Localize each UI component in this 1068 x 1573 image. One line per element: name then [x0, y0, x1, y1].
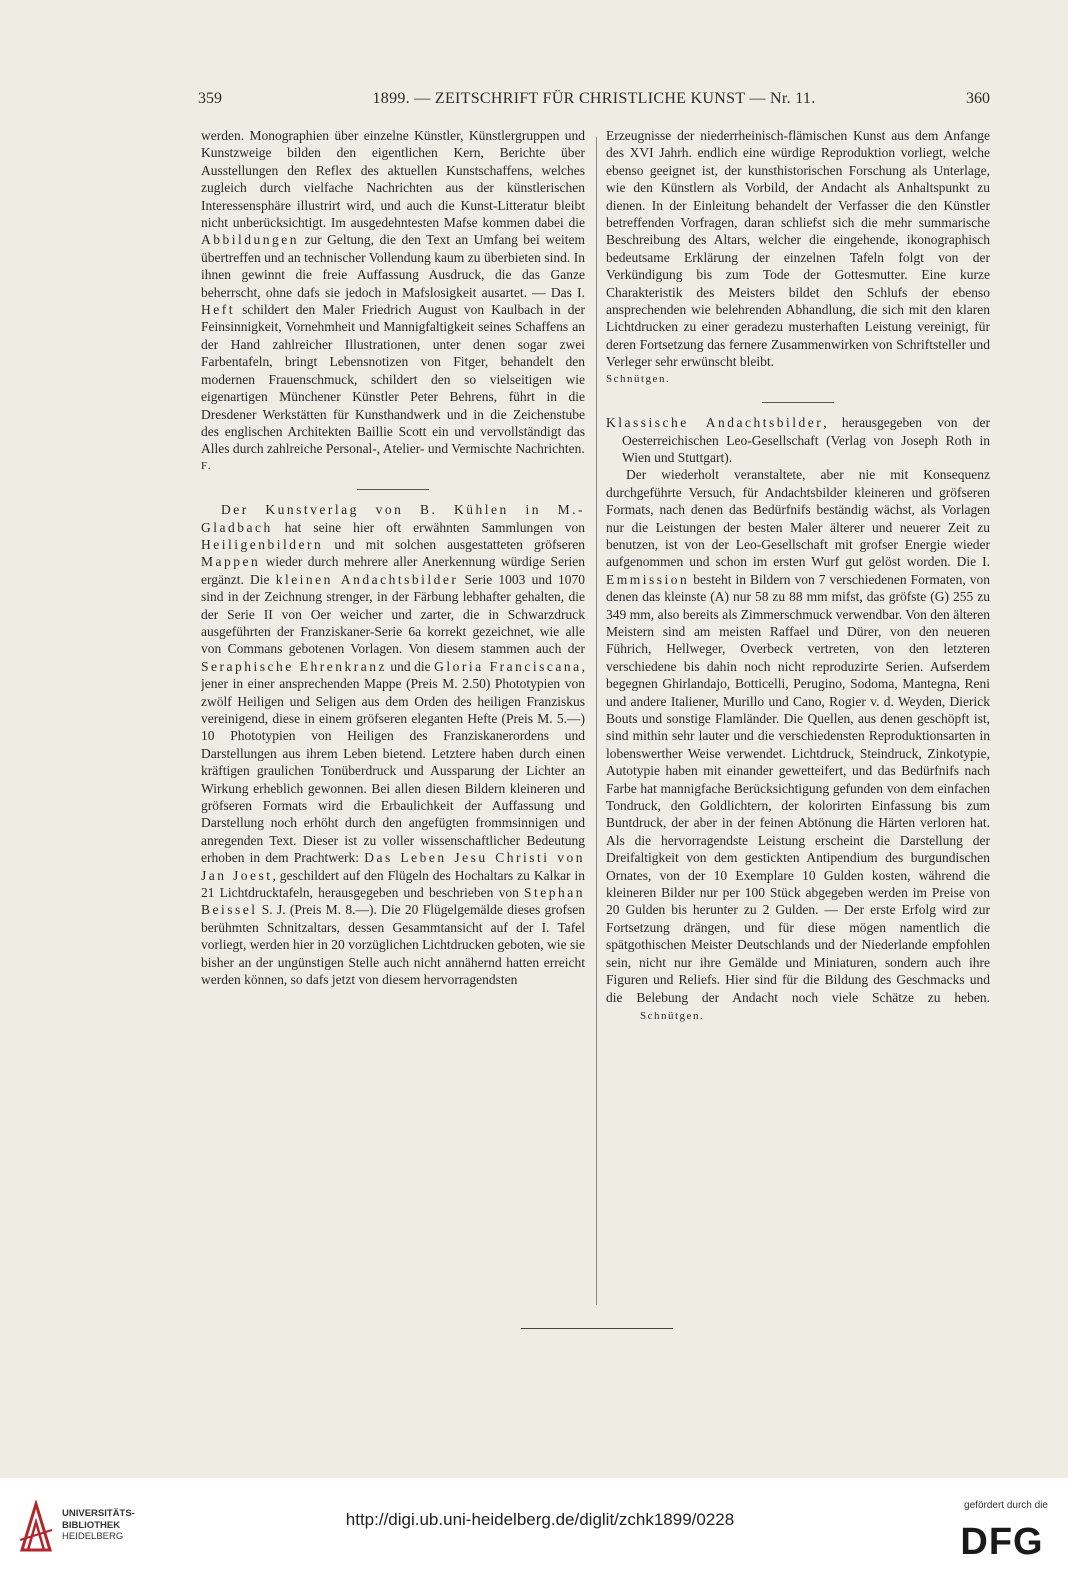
library-name: UNIVERSITÄTS- BIBLIOTHEK HEIDELBERG [62, 1508, 135, 1542]
end-rule [521, 1328, 673, 1329]
spaced-word: Das Leben Jesu Christi von Jan Joest [201, 850, 585, 883]
permalink-url[interactable]: http://digi.ub.uni-heidelberg.de/diglit/zchk1899/0228 [345, 1510, 735, 1529]
signature-schnuetgen-1: Schnütgen. [606, 372, 671, 385]
right-column [606, 127, 990, 1317]
running-title: 1899. — ZEITSCHRIFT FÜR CHRISTLICHE KUNST — Nr. 11. [372, 90, 816, 107]
spaced-word: Emmission [606, 571, 690, 587]
section-separator [762, 402, 834, 403]
running-header [198, 90, 990, 110]
digitization-footer [0, 1478, 1068, 1573]
page-number-right: 360 [966, 90, 990, 107]
review-title: Klassische Andachtsbilder, herausgegeben von der Oesterreichischen Leo-Gesellschaft (Verlag von Joseph Roth in Wien und Stuttgart). [606, 415, 990, 465]
spaced-word: Heiligenbildern [201, 536, 324, 552]
funded-by-label: gefördert durch die [964, 1500, 1048, 1511]
review-paragraph-1: werden. Monographien über einzelne Künstler, Künstlergruppen und Kunstzweige bilden den eigentlichen Kern, Berichte über Ausstellungen den Reflex des aktuellen Kunstschaffens, welches zugleich durch vielfache Nachrichten aus der künstlerischen Interessensphäre illustrirt wird, und auch die Kunst-Litteratur bleibt nicht unberücksichtigt. Im ausgedehntesten Mafse kommen dabei die Abbildungen zur Geltung, die den Text an Umfang bei weitem übertreffen und an technischer Vollendung kaum zu überbieten sind. In ihnen gewinnt die freie Auffassung Ausdruck, die das Ganze beherrscht, ohne dafs sie jedoch in Mafslosigkeit ausartet. — Das I. Heft schildert den Maler Friedrich August von Kaulbach in der Feinsinnigkeit, Vornehmheit und Mannigfaltigkeit seines Schaffens an der Hand zahlreicher Illustrationen, unter denen sogar zwei Farbentafeln, bringt Lebensnotizen von Fitger, behandelt den modernen Frauenschmuck, schildert den so vielseitigen wie eigenartigen Münchener Künstler Peter Behrens, führt in die Dresdener Werkstätten für Kunsthandwerk und in die Zeichenstube des englischen Architekten Baillie Scott ein und vervollständigt das Alles durch zahlreiche Personal-, Atelier- und Vermischte Nachrichten. [201, 128, 585, 457]
column-rule [596, 137, 597, 1305]
spaced-word: Gloria Franciscana [434, 658, 582, 674]
spaced-word: Stephan Beissel [201, 885, 585, 918]
left-column [201, 127, 585, 1317]
spaced-word: Seraphische Ehrenkranz [201, 658, 387, 674]
review-paragraph-3: Erzeugnisse der niederrheinisch-flämischen Kunst aus dem Anfange des XVI Jahrh. endlich eine würdige Reproduktion vorliegt, welche ebenso geeignet ist, der kunsthistorischen Forschung als Unterlage, wie den Künstlern als Vorbild, der Andacht als Anhaltspunkt zu dienen. In der Einleitung behandelt der Verfasser die den Künstler betreffenden Vorfragen, daran schliefst sich die mehr summarische Beschreibung des Altars, welcher die eingehende, ikonographisch bedeutsame Erklärung der einzelnen Tafeln folgt von der Verkündigung bis zum Tode der Gottesmutter. Eine kurze Charakteristik des Meisters bildet den Schlufs der ebenso ansprechenden wie belehrenden Abhandlung, die sich mit den klaren Lichtdrucken zu einer geradezu musterhaften Leistung vereinigt, für deren Fortsetzung das fernere Zusammenwirken von Schriftsteller und Verleger sehr erwünscht bleibt. [606, 128, 990, 370]
spaced-word: Klassische Andachtsbilder [606, 415, 824, 431]
section-separator [357, 489, 429, 490]
review-paragraph-2: Der Kunstverlag von B. Kühlen in M.-Gladbach hat seine hier oft erwähnten Sammlungen von Heiligenbildern und mit solchen ausgestatteten gröfseren Mappen wieder durch mehrere aller Anerkennung würdige Serien ergänzt. Die kleinen Andachtsbilder Serie 1003 und 1070 sind in der Zeichnung strenger, in der Färbung lebhafter gehalten, die der Serie II von Oer weicher und zarter, die in Schwarzdruck ausgeführten der Franziskaner-Serie 6a korrekt gezeichnet, wie alle von Commans gebotenen Vorlagen. Von diesem stammen auch der Seraphische Ehrenkranz und die Gloria Franciscana, jener in einer ansprechenden Mappe (Preis M. 2.50) Phototypien von zwölf Heiligen und Seligen aus dem Orden des heiligen Franziskus vereinigend, diese in einem gröfseren eleganten Hefte (Preis M. 5.—) 10 Phototypien von Heiligen des Franziskanerordens und Darstellungen aus ihrem Leben bietend. Letztere haben durch einen kräftigen graulichen Tonüberdruck und Aussparung der Lichter an Wirkung erheblich gewonnen. Bei allen diesen Bildern kleineren und gröfseren Formats wird die Erbaulichkeit der Auffassung und Darstellung noch erhöht durch den angefügten frommsinnigen und anregenden Text. Dieser ist zu voller wissenschaftlicher Bedeutung erhoben in dem Prachtwerk: Das Leben Jesu Christi von Jan Joest, geschildert auf den Flügeln des Hochaltars zu Kalkar in 21 Lichtdrucktafeln, herausgegeben und beschrieben von Stephan Beissel S. J. (Preis M. 8.—). Die 20 Flügelgemälde dieses grofsen berühmten Schnitzaltars, dessen Gesammtansicht auf der I. Tafel vorliegt, werden hier in 20 vorzüglichen Lichtdrucken geboten, wie sie bisher an der ungünstigen Stelle auch nicht annähernd hatten erreicht werden können, so dafs jetzt von diesem hervorragendsten [201, 502, 585, 988]
spaced-word: kleinen Andachtsbilder [275, 571, 459, 587]
page-number-left: 359 [198, 90, 222, 107]
university-library-logo [18, 1500, 54, 1554]
spaced-word: Der Kunstverlag von B. Kühlen in M.-Gladbach [201, 502, 585, 535]
spaced-word: Abbildungen [201, 232, 299, 248]
review-paragraph-4: Der wiederholt veranstaltete, aber nie mit Konsequenz durchgeführte Versuch, für Andachtsbilder kleineren und gröfseren Formats, nach denen das Bedürfnifs beständig wächst, als Vorlagen nur die Leistungen der besten Maler älterer und neuerer Zeit zu benutzen, ist von der Leo-Gesellschaft mit grofser Energie wieder aufgenommen und schon im ersten Wurf gut gelöst worden. Die I. Emmission besteht in Bildern von 7 verschiedenen Formaten, von denen das kleinste (A) nur 58 zu 88 mm mifst, das gröfste (G) 255 zu 349 mm, also bereits als Zimmerschmuck verwendbar. Von den älteren Meistern sind am meisten Raffael und Dürer, von den neueren Führich, Hellweger, Overbeck vertreten, von den letzteren verschiedene bis dahin noch nicht reproduzirte Serien. Aufserdem begegnen Ghirlandajo, Botticelli, Perugino, Sodoma, Mantegna, Reni und andere Italiener, Murillo und Cano, Rogier v. d. Weyden, Dierick Bouts und sonstige Flamländer. Die Quellen, aus denen geschöpft ist, sind mithin sehr lauter und die verschiedensten Reproduktionsarten in lobenswerther Weise verwendet. Lichtdruck, Steindruck, Zinkotypie, Autotypie haben mit einander gewetteifert, und das Bedürfnifs nach Farbe hat mannigfache Berücksichtigung gefunden von dem einfachen Tondruck, den Goldlichtern, der kolorirten Einfassung bis zum Buntdruck, der aber in der feinen Abtönung die Härten verloren hat. Als die hervorragendste Leistung erscheint die Darstellung der Dreifaltigkeit von dem gestickten Antipendium des burgundischen Ornates, von der 10 Exemplare 10 Gulden kosten, während die kleineren Bilder nur per 100 Stück abgegeben werden im Preise von 20 Gulden bis herunter zu 2 Gulden. — Der erste Erfolg wird zur Fortsetzung drängen, und für diese mögen namentlich die spätgothischen Meister Deutschlands und der Niederlande empfohlen sein, nicht nur ihre Gemälde und Miniaturen, sondern auch ihre Figuren und Reliefs. Hier sind für die Bildung des Geschmacks und die Belebung der Andacht noch viele Schätze zu heben.Schnütgen. [606, 466, 990, 1025]
spaced-word: Heft [201, 302, 235, 318]
signature-f: F. [201, 459, 212, 472]
dfg-logo [952, 1522, 1052, 1558]
spaced-word: Mappen [201, 554, 261, 570]
signature-schnuetgen-2: Schnütgen. [640, 1009, 705, 1022]
dfg-logo-text: DFG [960, 1522, 1044, 1558]
